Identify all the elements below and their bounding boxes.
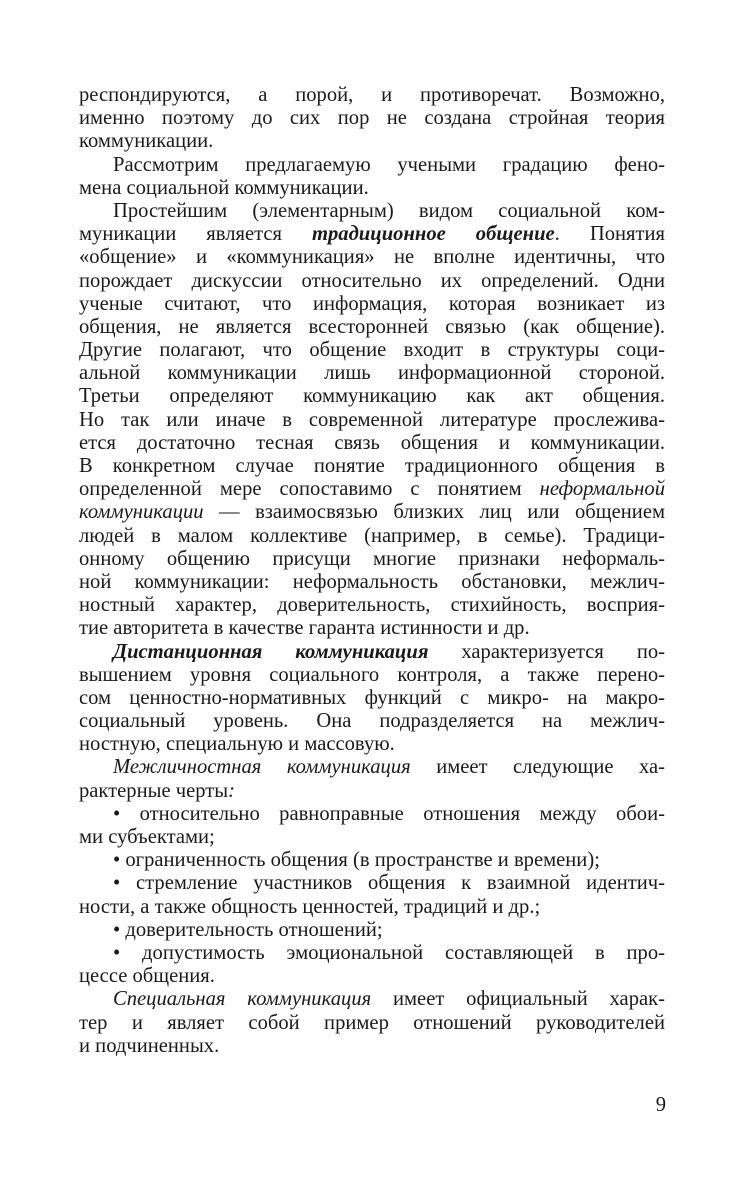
text-line: [79, 780, 665, 803]
list-item-continuation: цессе общения.: [79, 965, 215, 988]
text-line: ной коммуникации: неформальность обстановки, межлич-: [79, 570, 665, 593]
text-fragment: :: [228, 779, 235, 802]
paragraph-special-communication: [79, 988, 665, 1058]
text-fragment: характеризуется по-: [428, 640, 665, 663]
text-line: респондируются, а порой, и противоречат. Возможно,: [79, 84, 665, 106]
text-line: тие авторитета в качестве гаранта истинности и др.: [79, 617, 530, 640]
list-item: • стремление участников общения к взаимной идентич-: [113, 872, 665, 895]
bullet-list: [79, 803, 665, 989]
text-line: общения, не является всесторонней связью (как общение).: [79, 315, 665, 338]
text-line: [79, 478, 665, 501]
text-fragment: рактерные черты: [79, 779, 229, 802]
text-line: и подчиненных.: [79, 1034, 220, 1057]
page-number: 9: [655, 1094, 666, 1116]
text-line: [79, 756, 665, 779]
text-line: [79, 988, 665, 1011]
paragraph-gradation: [79, 154, 665, 200]
text-fragment: имеет официальный харак-: [371, 988, 665, 1011]
list-item-continuation: ми субъектами;: [79, 826, 215, 848]
text-line: сом ценностно-нормативных функций с микро- на макро-: [79, 686, 665, 709]
paragraph-traditional-communication: [79, 200, 665, 641]
list-item: • допустимость эмоциональной составляющей в про-: [113, 941, 665, 964]
text-line: коммуникации.: [79, 130, 214, 153]
text-line: [79, 641, 665, 664]
paragraph-interpersonal-communication: [79, 756, 665, 802]
text-line: мена социальной коммуникации.: [79, 176, 369, 199]
text-line: [79, 501, 665, 524]
text-line: Но так или иначе в современной литературе прослежива-: [79, 408, 665, 431]
text-line: альной коммуникации лишь информационной стороной.: [79, 362, 665, 385]
page-body: [79, 84, 665, 1058]
text-fragment: муникации является: [79, 223, 312, 246]
list-item: • доверительность отношений;: [113, 918, 383, 941]
text-line: Простейшим (элементарным) видом социальной ком-: [113, 199, 665, 222]
text-line: [79, 223, 665, 246]
text-line: ется достаточно тесная связь общения и коммуникации.: [79, 431, 665, 454]
text-fragment: — взаимосвязью близких лиц или общением: [203, 501, 665, 524]
paragraph-intro-continuation: [79, 84, 665, 154]
text-line: социальный уровень. Она подразделяется на межлич-: [79, 710, 665, 733]
text-line: тер и являет собой пример отношений руководителей: [79, 1011, 665, 1034]
text-line: Третьи определяют коммуникацию как акт общения.: [79, 385, 665, 408]
text-line: ностный характер, доверительность, стихийность, восприя-: [79, 594, 665, 617]
term-informal-communication-cont: коммуникации: [79, 501, 204, 524]
paragraph-distance-communication: [79, 641, 665, 757]
text-line: ученые считают, что информация, которая возникает из: [79, 292, 665, 315]
text-fragment: определенной мере сопоставимо с понятием: [79, 478, 540, 501]
term-special-communication: Специальная коммуникация: [113, 988, 372, 1011]
text-line: В конкретном случае понятие традиционного общения в: [79, 455, 665, 477]
text-line: Другие полагают, что общение входит в структуры соци-: [79, 339, 665, 362]
text-line: «общение» и «коммуникация» не вполне идентичны, что: [79, 246, 665, 269]
term-distance-communication: Дистанционная коммуникация: [113, 640, 429, 663]
term-informal-communication: неформальной: [539, 478, 665, 501]
text-fragment: имеет следующие ха-: [410, 756, 665, 779]
text-line: Рассмотрим предлагаемую учеными градацию фено-: [113, 153, 665, 176]
text-line: ностную, специальную и массовую.: [79, 733, 395, 756]
list-item: • ограниченность общения (в пространстве и времени);: [113, 849, 600, 872]
text-line: онному общению присущи многие признаки неформаль-: [79, 547, 665, 570]
term-interpersonal-communication: Межличностная коммуникация: [113, 756, 411, 779]
list-item: • относительно равноправные отношения между обои-: [113, 802, 665, 825]
text-line: именно поэтому до сих пор не создана стройная теория: [79, 107, 665, 130]
text-fragment: . Понятия: [554, 223, 665, 246]
text-line: вышением уровня социального контроля, а также перено-: [79, 663, 665, 686]
text-line: людей в малом коллективе (например, в семье). Традици-: [79, 524, 665, 547]
list-item-continuation: ности, а также общность ценностей, традиций и др.;: [79, 895, 541, 918]
term-traditional-communication: традиционное общение: [311, 223, 555, 246]
text-line: порождает дискуссии относительно их определений. Одни: [79, 269, 665, 292]
